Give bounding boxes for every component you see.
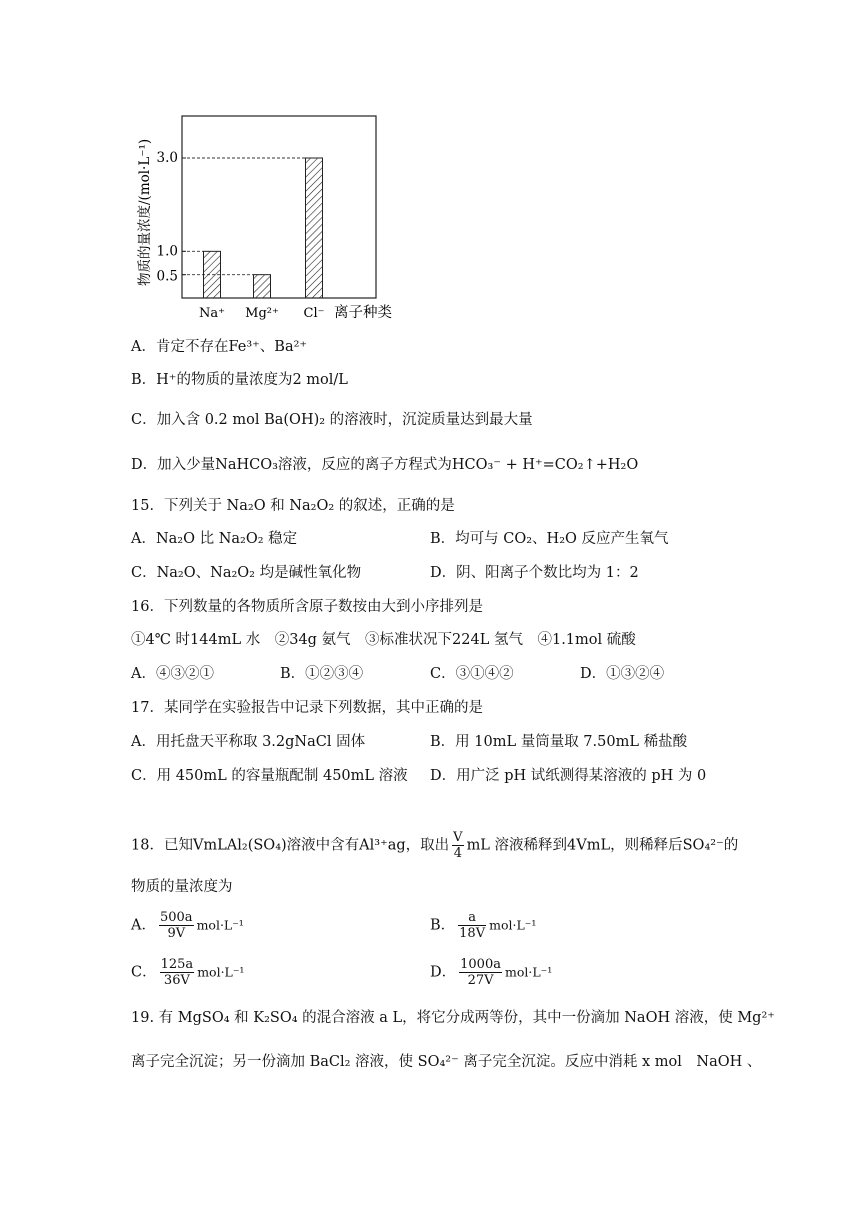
x-tick-label: Na⁺ — [199, 306, 225, 321]
q14-option-a: A．肯定不存在Fe³⁺、Ba²⁺ — [131, 339, 308, 355]
option-fraction — [159, 910, 194, 941]
q14-option-d: D．加入少量NaHCO₃溶液，反应的离子方程式为HCO₃⁻ + H⁺=CO₂↑+H₂O — [131, 457, 639, 473]
y-tick-label: 3.0 — [156, 150, 178, 166]
fraction-denominator: 27V — [467, 973, 494, 988]
q15-option-c: C．Na₂O、Na₂O₂ 均是碱性氧化物 — [131, 565, 362, 581]
q18-stem-line2: 物质的量浓度为 — [131, 879, 233, 895]
q18-stem-part1: 18．已知VmLAl₂(SO₄)溶液中含有Al³⁺ag，取出 — [131, 837, 450, 854]
option-fraction — [459, 957, 502, 988]
unit: mol·L⁻¹ — [197, 964, 245, 980]
q18-option-c — [131, 957, 244, 988]
q17-stem: 17．某同学在实验报告中记录下列数据，其中正确的是 — [131, 700, 483, 716]
bar-0 — [204, 251, 221, 298]
q19-line1: 19. 有 MgSO₄ 和 K₂SO₄ 的混合溶液 a L，将它分成两等份，其中一份滴加 NaOH 溶液，使 Mg²⁺ — [131, 1010, 775, 1026]
unit: mol·L⁻¹ — [489, 917, 537, 933]
option-fraction — [160, 957, 195, 988]
q17-option-c: C．用 450mL 的容量瓶配制 450mL 溶液 — [131, 768, 408, 784]
ion-concentration-chart — [130, 112, 410, 327]
y-tick-label: 0.5 — [156, 268, 178, 285]
q17-option-d: D．用广泛 pH 试纸测得某溶液的 pH 为 0 — [430, 768, 707, 784]
q15-option-d: D．阴、阳离子个数比均为 1：2 — [430, 565, 639, 581]
q15-stem: 15．下列关于 Na₂O 和 Na₂O₂ 的叙述，正确的是 — [131, 498, 455, 514]
q18-option-d — [430, 957, 552, 988]
fraction-denominator: 18V — [459, 926, 486, 941]
q18-stem-part2: mL 溶液稀释到4VmL，则稀释后SO₄²⁻的 — [466, 837, 739, 854]
option-label: A． — [131, 917, 156, 934]
q16-option-c: C．③①④② — [430, 666, 514, 682]
q18-option-b — [430, 910, 536, 941]
q16-option-b: B．①②③④ — [280, 666, 364, 682]
q17-option-b: B．用 10mL 量筒量取 7.50mL 稀盐酸 — [430, 734, 688, 750]
fraction-denominator: 4 — [453, 846, 462, 861]
bar-1 — [254, 275, 271, 298]
fraction-numerator: 1000a — [460, 957, 501, 972]
x-tick-label: Mg²⁺ — [245, 306, 279, 321]
q16-items: ①4℃ 时144mL 水 ②34g 氨气 ③标准状况下224L 氢气 ④1.1mol 硫酸 — [131, 632, 636, 648]
option-label: D． — [430, 964, 457, 981]
q16-option-d: D．①③②④ — [580, 666, 665, 682]
unit: mol·L⁻¹ — [504, 964, 553, 980]
option-label: C． — [131, 964, 157, 981]
q15-option-b: B．均可与 CO₂、H₂O 反应产生氧气 — [430, 531, 669, 547]
q18-stem-fraction — [452, 830, 463, 861]
bar-2 — [306, 158, 323, 298]
q18-option-a — [131, 910, 244, 941]
fraction-numerator: V — [453, 830, 463, 845]
option-fraction — [458, 910, 486, 941]
fraction-denominator: 36V — [163, 973, 190, 988]
y-axis-title: 物质的量浓度/(mol·L⁻¹) — [137, 138, 153, 286]
x-tick-label: Cl⁻ — [303, 306, 325, 321]
q16-option-a: A．④③②① — [131, 666, 214, 682]
q19-line2: 离子完全沉淀；另一份滴加 BaCl₂ 溶液，使 SO₄²⁻ 离子完全沉淀。反应中消耗 x mol NaOH 、 — [131, 1054, 762, 1070]
unit: mol·L⁻¹ — [196, 917, 244, 933]
q15-option-a: A．Na₂O 比 Na₂O₂ 稳定 — [131, 531, 298, 547]
q14-option-b: B．H⁺的物质的量浓度为2 mol/L — [131, 372, 348, 388]
q18-stem — [131, 830, 738, 861]
option-label: B． — [430, 917, 456, 934]
x-axis-title: 离子种类 — [334, 305, 392, 321]
q14-option-c: C．加入含 0.2 mol Ba(OH)₂ 的溶液时，沉淀质量达到最大量 — [131, 412, 533, 428]
fraction-numerator: 500a — [159, 910, 193, 925]
q16-stem: 16．下列数量的各物质所含原子数按由大到小序排列是 — [131, 599, 483, 615]
q17-option-a: A．用托盘天平称取 3.2gNaCl 固体 — [131, 734, 366, 750]
y-tick-label: 1.0 — [156, 243, 178, 260]
fraction-denominator: 9V — [167, 926, 186, 941]
fraction-numerator: a — [458, 910, 486, 926]
fraction-numerator: 125a — [160, 957, 194, 972]
